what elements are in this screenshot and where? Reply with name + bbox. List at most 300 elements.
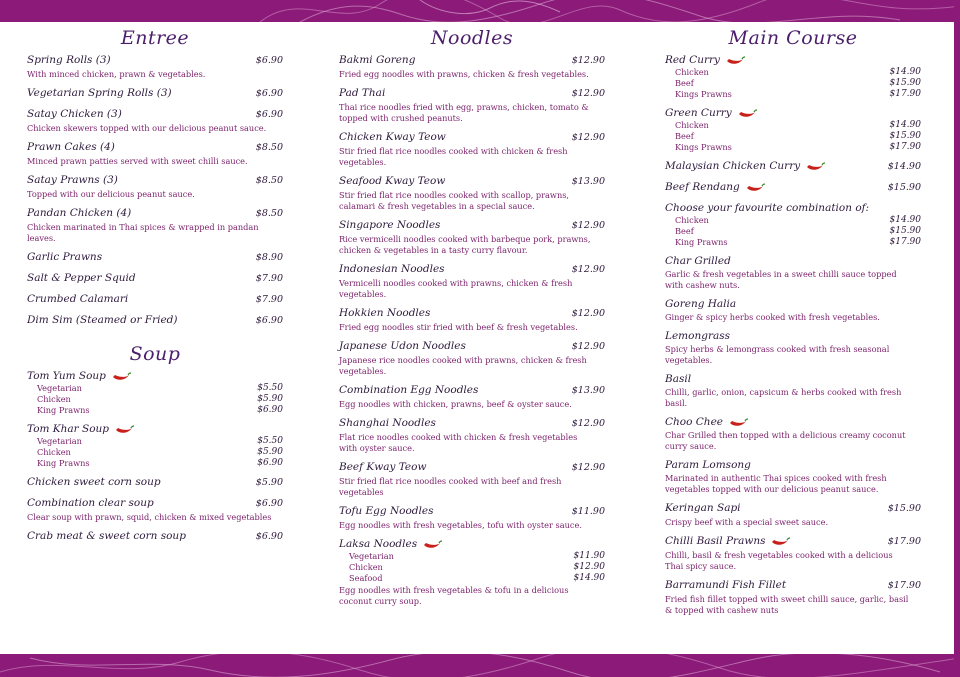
menu-item-description: Clear soup with prawn, squid, chicken & mixed vegetables — [27, 512, 272, 522]
menu-item-description: Fried fish fillet topped with sweet chilli sauce, garlic, basil & topped with cashew nuts — [665, 594, 909, 615]
menu-item-name-text: Goreng Halia — [665, 298, 737, 310]
menu-item-beef-rendang — [665, 180, 921, 195]
menu-item-description: Minced prawn patties served with sweet chilli sauce. — [27, 156, 248, 166]
menu-item-name — [339, 339, 466, 353]
menu-item-row — [665, 53, 921, 67]
menu-item-row — [665, 578, 921, 593]
menu-item-option — [27, 447, 283, 458]
menu-item-row — [27, 313, 283, 328]
option-name: Kings Prawns — [675, 142, 732, 152]
menu-item-name — [27, 496, 154, 510]
menu-item-price: $14.90 — [887, 161, 921, 172]
menu-item-price: $6.90 — [255, 109, 283, 120]
menu-item-option — [665, 120, 921, 131]
menu-item-price: $17.90 — [887, 536, 921, 547]
menu-item-name-text: Barramundi Fish Fillet — [665, 579, 787, 591]
menu-item-price: $15.90 — [887, 182, 921, 193]
menu-item-name — [339, 86, 385, 100]
option-price: $12.90 — [573, 562, 605, 572]
column-noodles — [339, 26, 605, 613]
menu-item-price: $12.90 — [571, 220, 605, 231]
menu-item-row — [27, 475, 283, 490]
option-name: Chicken — [675, 120, 709, 130]
menu-item-name-text: Chicken Kway Teow — [339, 131, 446, 143]
menu-item-name-text: Lemongrass — [665, 330, 731, 342]
menu-item-description: Egg noodles with fresh vegetables, tofu with oyster sauce. — [339, 520, 582, 530]
menu-item-name — [339, 537, 443, 551]
menu-item-name-text: Choose your favourite combination of: — [665, 202, 870, 214]
menu-item-row — [27, 140, 283, 155]
menu-item-price: $8.50 — [255, 142, 283, 153]
menu-item-price: $15.90 — [887, 503, 921, 514]
chili-pepper-icon — [729, 418, 749, 427]
menu-item-tom-khar-soup — [27, 422, 283, 469]
chili-pepper-icon — [746, 183, 766, 192]
menu-item-pandan-chicken-4 — [27, 206, 283, 244]
menu-item-row — [27, 369, 283, 383]
menu-item-name — [665, 458, 751, 472]
menu-item-price: $13.90 — [571, 385, 605, 396]
menu-item-tom-yum-soup — [27, 369, 283, 416]
section-title-noodles: Noodles — [430, 27, 514, 49]
menu-item-name-text: Indonesian Noodles — [339, 263, 445, 275]
menu-item-option — [665, 89, 921, 100]
menu-item-singapore-noodles — [339, 218, 605, 256]
menu-item-row — [27, 422, 283, 436]
menu-item-description: Chicken skewers topped with our delicious peanut sauce. — [27, 123, 267, 133]
menu-item-price: $6.90 — [255, 315, 283, 326]
menu-item-row — [665, 106, 921, 120]
menu-item-price: $7.90 — [255, 273, 283, 284]
menu-item-combination-egg-noodles — [339, 383, 605, 410]
menu-item-row — [339, 537, 605, 551]
menu-item-lemongrass — [665, 329, 921, 366]
option-name: Chicken — [675, 67, 709, 77]
top-decorative-band — [0, 0, 960, 22]
menu-item-name-text: Singapore Noodles — [339, 219, 441, 231]
chili-pepper-icon — [726, 56, 746, 65]
menu-item-basil — [665, 372, 921, 409]
menu-item-row — [27, 529, 283, 544]
menu-item-row — [339, 53, 605, 68]
menu-item-row — [339, 130, 605, 145]
menu-item-price: $12.90 — [571, 132, 605, 143]
menu-item-option — [665, 226, 921, 237]
menu-item-choose-your-favourite-combination-of — [665, 201, 921, 248]
menu-item-name-text: Satay Prawns (3) — [27, 174, 118, 186]
menu-item-name-text: Tom Yum Soup — [27, 370, 106, 382]
menu-item-name — [665, 201, 869, 215]
menu-item-price: $8.90 — [255, 252, 283, 263]
menu-item-name-text: Keringan Sapi — [665, 502, 741, 514]
swirl-pattern-icon — [0, 654, 960, 677]
menu-item-row — [665, 297, 921, 311]
menu-item-price: $13.90 — [571, 176, 605, 187]
menu-item-choo-chee — [665, 415, 921, 452]
menu-item-name-text: Shanghai Noodles — [339, 417, 436, 429]
menu-item-option — [665, 67, 921, 78]
menu-item-beef-kway-teow — [339, 460, 605, 498]
menu-item-name — [27, 313, 178, 327]
menu-item-description: Vermicelli noodles cooked with prawns, chicken & fresh vegetables. — [339, 278, 573, 299]
menu-item-price: $12.90 — [571, 264, 605, 275]
menu-item-row — [27, 271, 283, 286]
menu-item-name-text: Crumbed Calamari — [27, 293, 129, 305]
menu-item-name — [665, 578, 786, 592]
menu-item-price: $6.90 — [255, 531, 283, 542]
menu-item-row — [27, 496, 283, 511]
menu-item-row — [665, 254, 921, 268]
menu-item-option — [339, 562, 605, 573]
option-name: Vegetarian — [349, 551, 394, 561]
menu-item-dim-sim-steamed-or-fried — [27, 313, 283, 328]
menu-item-option — [27, 436, 283, 447]
menu-item-option — [27, 458, 283, 469]
menu-item-name — [665, 159, 826, 173]
option-name: King Prawns — [37, 405, 90, 415]
option-name: Beef — [675, 131, 694, 141]
menu-item-satay-prawns-3 — [27, 173, 283, 200]
right-edge-band — [954, 0, 960, 677]
option-name: Kings Prawns — [675, 89, 732, 99]
menu-item-description: Chilli, garlic, onion, capsicum & herbs cooked with fresh basil. — [665, 387, 902, 408]
chili-pepper-icon — [806, 162, 826, 171]
menu-item-char-grilled — [665, 254, 921, 291]
menu-item-option — [339, 551, 605, 562]
menu-item-option — [665, 78, 921, 89]
menu-item-description: With minced chicken, prawn & vegetables. — [27, 69, 206, 79]
menu-item-row — [339, 86, 605, 101]
menu-item-row — [27, 173, 283, 188]
menu-item-name-text: Chicken sweet corn soup — [27, 476, 161, 488]
bottom-decorative-band — [0, 654, 960, 677]
menu-item-name — [339, 218, 440, 232]
menu-item-goreng-halia — [665, 297, 921, 323]
menu-item-name-text: Bakmi Goreng — [339, 54, 416, 66]
menu-item-description: Marinated in authentic Thai spices cooked with fresh vegetables topped with our delicious peanut sauce. — [665, 473, 887, 494]
option-name: Vegetarian — [37, 383, 82, 393]
menu-item-keringan-sapi — [665, 501, 921, 528]
menu-item-price: $6.90 — [255, 498, 283, 509]
menu-item-description: Japanese rice noodles cooked with prawns, chicken & fresh vegetables. — [339, 355, 587, 376]
menu-item-name — [27, 206, 131, 220]
menu-item-name-text: Beef Kway Teow — [339, 461, 427, 473]
menu-item-name — [339, 416, 436, 430]
menu-item-option — [665, 142, 921, 153]
menu-item-name — [665, 180, 766, 194]
menu-item-japanese-udon-noodles — [339, 339, 605, 377]
menu-item-name-text: Spring Rolls (3) — [27, 54, 111, 66]
menu-item-description: Rice vermicelli noodles cooked with barbeque pork, prawns, chicken & vegetables in a tasty curry flavour. — [339, 234, 591, 255]
menu-item-vegetarian-spring-rolls-3 — [27, 86, 283, 101]
menu-item-name-text: Pad Thai — [339, 87, 386, 99]
menu-item-name — [665, 534, 791, 548]
menu-item-description: Egg noodles with fresh vegetables & tofu in a delicious coconut curry soup. — [339, 585, 569, 606]
menu-item-name — [665, 53, 746, 67]
menu-item-indonesian-noodles — [339, 262, 605, 300]
menu-item-name — [27, 475, 161, 489]
menu-item-name-text: Green Curry — [665, 107, 732, 119]
option-price: $14.90 — [573, 573, 605, 583]
option-name: Chicken — [37, 447, 71, 457]
menu-item-name — [27, 86, 172, 100]
menu-item-description: Chicken marinated in Thai spices & wrapped in pandan leaves. — [27, 222, 259, 243]
menu-item-name-text: Tofu Egg Noodles — [339, 505, 434, 517]
menu-item-description: Crispy beef with a special sweet sauce. — [665, 517, 829, 527]
menu-item-price: $7.90 — [255, 294, 283, 305]
menu-item-name — [665, 254, 731, 268]
menu-item-description: Stir fried flat rice noodles cooked with scallop, prawns, calamari & fresh vegetables in a special sauce. — [339, 190, 570, 211]
menu-item-name-text: Dim Sim (Steamed or Fried) — [27, 314, 178, 326]
menu-item-tofu-egg-noodles — [339, 504, 605, 531]
option-price: $5.90 — [257, 394, 283, 404]
menu-item-description: Fried egg noodles stir fried with beef & fresh vegetables. — [339, 322, 578, 332]
menu-item-name — [665, 372, 691, 386]
menu-item-green-curry — [665, 106, 921, 153]
menu-item-name — [27, 529, 186, 543]
menu-item-name — [27, 271, 136, 285]
menu-item-row — [339, 262, 605, 277]
menu-item-description: Thai rice noodles fried with egg, prawns, chicken, tomato & topped with crushed peanuts. — [339, 102, 589, 123]
menu-item-row — [665, 372, 921, 386]
option-price: $5.50 — [257, 383, 283, 393]
menu-item-chilli-basil-prawns — [665, 534, 921, 572]
option-price: $5.50 — [257, 436, 283, 446]
menu-item-combination-clear-soup — [27, 496, 283, 523]
chili-pepper-icon — [115, 425, 135, 434]
menu-item-barramundi-fish-fillet — [665, 578, 921, 616]
menu-item-name-text: Hokkien Noodles — [339, 307, 431, 319]
menu-item-description: Ginger & spicy herbs cooked with fresh vegetables. — [665, 312, 880, 322]
menu-item-price: $8.50 — [255, 175, 283, 186]
option-name: Vegetarian — [37, 436, 82, 446]
menu-item-description: Spicy herbs & lemongrass cooked with fresh seasonal vegetables. — [665, 344, 890, 365]
menu-item-name — [665, 501, 741, 515]
option-price: $11.90 — [573, 551, 605, 561]
menu-item-row — [27, 53, 283, 68]
menu-item-price: $12.90 — [571, 418, 605, 429]
menu-item-malaysian-chicken-curry — [665, 159, 921, 174]
menu-item-description: Fried egg noodles with prawns, chicken & fresh vegetables. — [339, 69, 589, 79]
menu-item-description: Garlic & fresh vegetables in a sweet chilli sauce topped with cashew nuts. — [665, 269, 897, 290]
menu-item-name — [665, 329, 730, 343]
menu-item-row — [665, 501, 921, 516]
menu-item-name — [27, 369, 132, 383]
menu-item-option — [27, 394, 283, 405]
menu-item-row — [665, 329, 921, 343]
menu-item-chicken-kway-teow — [339, 130, 605, 168]
menu-item-row — [27, 206, 283, 221]
menu-item-chicken-sweet-corn-soup — [27, 475, 283, 490]
option-price: $6.90 — [257, 458, 283, 468]
menu-item-laksa-noodles — [339, 537, 605, 607]
option-name: Beef — [675, 226, 694, 236]
option-price: $14.90 — [889, 215, 921, 225]
menu-item-name-text: Chilli Basil Prawns — [665, 535, 766, 547]
menu-item-row — [339, 504, 605, 519]
menu-item-row — [339, 339, 605, 354]
option-price: $15.90 — [889, 78, 921, 88]
swirl-pattern-icon — [0, 0, 960, 22]
chili-pepper-icon — [738, 109, 758, 118]
menu-item-name-text: Beef Rendang — [665, 181, 740, 193]
menu-item-row — [665, 458, 921, 472]
option-price: $17.90 — [889, 237, 921, 247]
menu-item-seafood-kway-teow — [339, 174, 605, 212]
menu-item-row — [27, 250, 283, 265]
menu-item-name — [339, 174, 445, 188]
menu-item-row — [665, 201, 921, 215]
menu-item-name-text: Combination Egg Noodles — [339, 384, 479, 396]
menu-item-shanghai-noodles — [339, 416, 605, 454]
menu-item-name-text: Malaysian Chicken Curry — [665, 160, 801, 172]
menu-item-price: $12.90 — [571, 341, 605, 352]
menu-item-description: Flat rice noodles cooked with chicken & fresh vegetables with oyster sauce. — [339, 432, 578, 453]
menu-item-satay-chicken-3 — [27, 107, 283, 134]
menu-item-description: Char Grilled then topped with a delicious creamy coconut curry sauce. — [665, 430, 906, 451]
menu-item-name — [27, 173, 118, 187]
option-price: $14.90 — [889, 120, 921, 130]
column-entree-soup — [27, 26, 283, 550]
section-title-main: Main Course — [728, 27, 858, 49]
menu-item-row — [665, 159, 921, 174]
menu-item-row — [27, 292, 283, 307]
menu-item-salt-pepper-squid — [27, 271, 283, 286]
chili-pepper-icon — [771, 537, 791, 546]
menu-item-garlic-prawns — [27, 250, 283, 265]
option-price: $17.90 — [889, 89, 921, 99]
option-price: $6.90 — [257, 405, 283, 415]
menu-item-hokkien-noodles — [339, 306, 605, 333]
menu-item-crumbed-calamari — [27, 292, 283, 307]
menu-item-name — [339, 504, 433, 518]
menu-item-description: Stir fried flat rice noodles cooked with beef and fresh vegetables — [339, 476, 562, 497]
option-name: Chicken — [37, 394, 71, 404]
menu-item-name-text: Vegetarian Spring Rolls (3) — [27, 87, 172, 99]
option-price: $15.90 — [889, 131, 921, 141]
menu-item-name-text: Laksa Noodles — [339, 538, 418, 550]
menu-item-row — [339, 218, 605, 233]
menu-item-red-curry — [665, 53, 921, 100]
menu-item-price: $12.90 — [571, 55, 605, 66]
menu-item-name-text: Param Lomsong — [665, 459, 751, 471]
menu-item-price: $6.90 — [255, 55, 283, 66]
column-main-course — [665, 26, 921, 622]
menu-item-row — [665, 534, 921, 549]
option-price: $15.90 — [889, 226, 921, 236]
menu-item-option — [339, 573, 605, 584]
menu-item-name — [665, 297, 736, 311]
menu-item-name-text: Seafood Kway Teow — [339, 175, 446, 187]
option-name: King Prawns — [37, 458, 90, 468]
menu-item-name — [339, 383, 478, 397]
menu-item-option — [665, 215, 921, 226]
menu-item-row — [665, 415, 921, 429]
menu-item-name — [339, 53, 415, 67]
menu-item-name-text: Garlic Prawns — [27, 251, 103, 263]
option-price: $5.90 — [257, 447, 283, 457]
option-name: King Prawns — [675, 237, 728, 247]
section-title-entree: Entree — [120, 27, 190, 49]
menu-item-row — [339, 306, 605, 321]
menu-item-option — [27, 383, 283, 394]
menu-item-pad-thai — [339, 86, 605, 124]
menu-item-name — [665, 415, 749, 429]
menu-item-name-text: Basil — [665, 373, 692, 385]
menu-item-bakmi-goreng — [339, 53, 605, 80]
menu-item-name-text: Salt & Pepper Squid — [27, 272, 136, 284]
menu-item-name — [339, 262, 445, 276]
menu-item-name — [665, 106, 758, 120]
menu-item-price: $12.90 — [571, 462, 605, 473]
option-name: Chicken — [349, 562, 383, 572]
menu-item-price: $12.90 — [571, 88, 605, 99]
menu-item-spring-rolls-3 — [27, 53, 283, 80]
menu-item-param-lomsong — [665, 458, 921, 495]
menu-item-price: $8.50 — [255, 208, 283, 219]
menu-item-name — [27, 250, 102, 264]
menu-item-name-text: Char Grilled — [665, 255, 731, 267]
menu-item-name-text: Prawn Cakes (4) — [27, 141, 115, 153]
menu-item-prawn-cakes-4 — [27, 140, 283, 167]
menu-item-name — [339, 460, 426, 474]
menu-item-name — [27, 140, 115, 154]
menu-item-row — [339, 383, 605, 398]
menu-item-row — [27, 86, 283, 101]
menu-item-name — [27, 107, 122, 121]
menu-item-name — [27, 422, 135, 436]
menu-item-name — [339, 306, 430, 320]
menu-item-price: $6.90 — [255, 88, 283, 99]
menu-item-price: $5.90 — [255, 477, 283, 488]
menu-item-name-text: Choo Chee — [665, 416, 724, 428]
chili-pepper-icon — [423, 540, 443, 549]
menu-item-crab-meat-sweet-corn-soup — [27, 529, 283, 544]
menu-item-row — [339, 460, 605, 475]
menu-item-name — [27, 53, 111, 67]
menu-item-name-text: Combination clear soup — [27, 497, 154, 509]
menu-item-name — [339, 130, 446, 144]
option-name: Chicken — [675, 215, 709, 225]
menu-item-option — [665, 237, 921, 248]
menu-item-name — [27, 292, 128, 306]
section-title-soup: Soup — [129, 343, 181, 365]
menu-item-row — [27, 107, 283, 122]
menu-item-name-text: Pandan Chicken (4) — [27, 207, 132, 219]
option-name: Seafood — [349, 573, 383, 583]
option-price: $17.90 — [889, 142, 921, 152]
menu-item-option — [665, 131, 921, 142]
menu-item-name-text: Japanese Udon Noodles — [339, 340, 466, 352]
menu-item-price: $11.90 — [571, 506, 605, 517]
menu-item-name-text: Tom Khar Soup — [27, 423, 110, 435]
chili-pepper-icon — [112, 372, 132, 381]
menu-item-name-text: Red Curry — [665, 54, 720, 66]
menu-item-row — [339, 416, 605, 431]
menu-item-description: Stir fried flat rice noodles cooked with chicken & fresh vegetables. — [339, 146, 568, 167]
menu-item-description: Egg noodles with chicken, prawns, beef & oyster sauce. — [339, 399, 572, 409]
option-price: $14.90 — [889, 67, 921, 77]
menu-item-price: $17.90 — [887, 580, 921, 591]
option-name: Beef — [675, 78, 694, 88]
menu-item-row — [665, 180, 921, 195]
menu-item-row — [339, 174, 605, 189]
menu-item-description: Topped with our delicious peanut sauce. — [27, 189, 195, 199]
menu-item-description: Chilli, basil & fresh vegetables cooked with a delicious Thai spicy sauce. — [665, 550, 893, 571]
menu-item-price: $12.90 — [571, 308, 605, 319]
menu-item-name-text: Crab meat & sweet corn soup — [27, 530, 186, 542]
menu-item-name-text: Satay Chicken (3) — [27, 108, 122, 120]
